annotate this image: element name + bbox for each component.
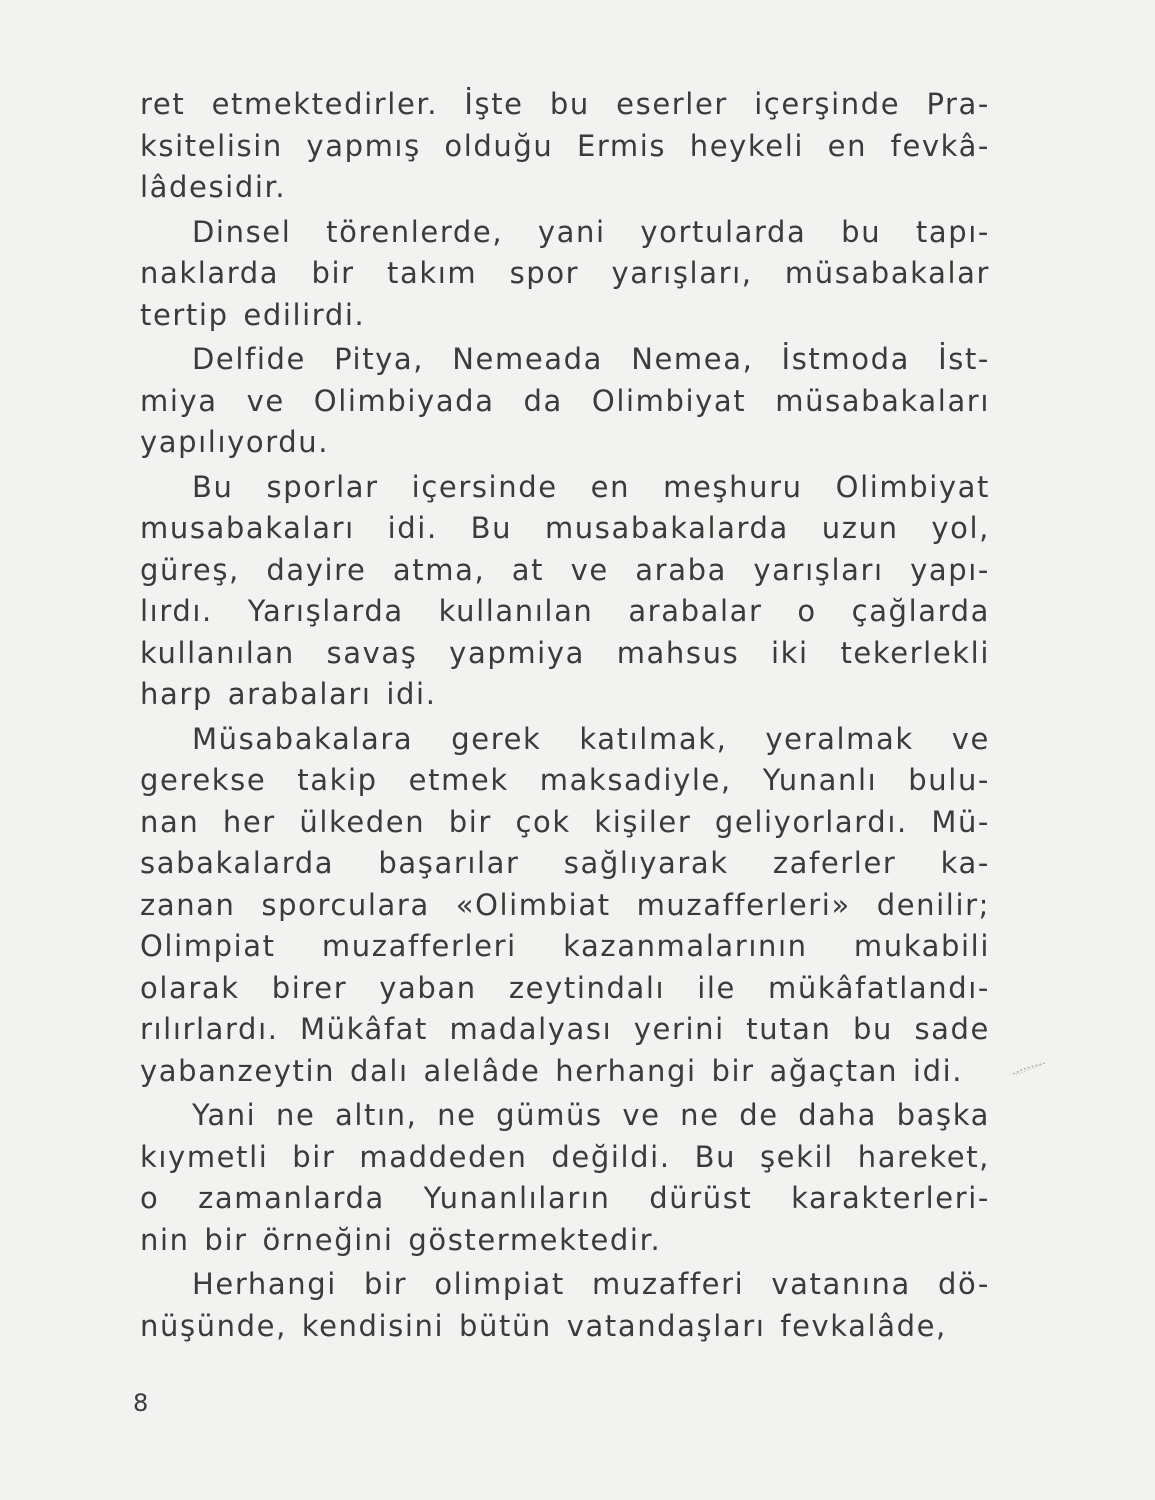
text-line: zanan sporculara «Olimbiat muzafferleri» denilir; [140,887,990,922]
text-line: Olimpiat muzafferleri kazanmalarının mukabili [140,929,990,963]
text-line: rılırlardı. Mükâfat madalyası yerini tutan bu sade [140,1012,990,1046]
text-line: miya ve Olimbiyada da Olimbiyat müsabakaları [140,383,990,418]
text-line: gerekse takip etmek maksadiyle, Yunanlı bulu- [140,763,990,797]
paragraph [140,719,990,1093]
paragraph [140,212,990,337]
text-line: tertip edilirdi. [140,297,366,332]
text-line: nüşünde, kendisini bütün vatandaşları fevkalâde, [140,1308,947,1343]
text-line: kullanılan savaş yapmiya mahsus iki tekerlekli [140,635,990,670]
text-line: Dinsel törenlerde, yani yortularda bu tapı- [192,214,990,249]
text-line: olarak birer yaban zeytindalı ile mükâfatlandı- [140,970,990,1005]
text-line: Yani ne altın, ne gümüs ve ne de daha başka [192,1098,990,1132]
text-line: Herhangi bir olimpiat muzafferi vatanına dö- [192,1267,990,1301]
text-line: yabanzeytin dalı alelâde herhangi bir ağaçtan idi. [140,1053,964,1088]
paragraph [140,84,990,209]
text-line: harp arabaları idi. [140,677,437,711]
text-line: naklarda bir takım spor yarışları, müsabakalar [140,256,990,290]
text-line: kıymetli bir maddeden değildi. Bu şekil hareket, [140,1139,990,1174]
paragraph [140,1095,990,1261]
paragraph [140,467,990,716]
text-line: lâdesidir. [140,170,287,204]
text-line: sabakalarda başarılar sağlıyarak zaferler ka- [140,846,990,880]
text-line: musabakaları idi. Bu musabakalarda uzun yol, [140,511,990,545]
text-line: Müsabakalara gerek katılmak, yeralmak ve [192,721,990,756]
text-line: lırdı. Yarışlarda kullanılan arabalar o çağlarda [140,594,990,628]
text-line: ret etmektedirler. İşte bu eserler içerşinde Pra- [140,87,990,121]
text-line: o zamanlarda Yunanlıların dürüst karakterleri- [140,1181,990,1215]
page-number: 8 [133,1389,149,1417]
text-line: nan her ülkeden bir çok kişiler geliyorlardı. Mü- [140,804,990,839]
ink-speck-mark [1012,1062,1046,1076]
text-line: Bu sporlar içersinde en meşhuru Olimbiyat [192,469,990,504]
text-line: nin bir örneğini göstermektedir. [140,1222,662,1257]
body-text [140,84,990,1347]
text-line: yapılıyordu. [140,425,330,459]
text-line: ksitelisin yapmış olduğu Ermis heykeli en fevkâ- [140,128,990,163]
paragraph [140,339,990,464]
paragraph [140,1264,990,1347]
text-line: Delfide Pitya, Nemeada Nemea, İstmoda İst- [192,342,990,376]
text-line: güreş, dayire atma, at ve araba yarışları yapı- [140,552,990,587]
